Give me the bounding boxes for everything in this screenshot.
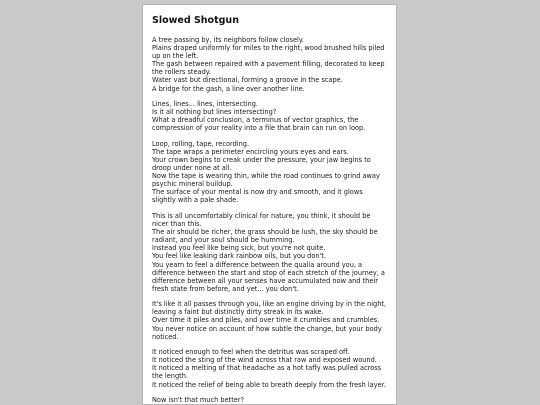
stanza bbox=[152, 300, 387, 340]
poem-line: You feel like leaking dark rainbow oils, but you don't. bbox=[152, 252, 327, 261]
stanza bbox=[152, 140, 387, 205]
poem-line: What a dreadful conclusion, a terminus of vector graphics, the compression of your reality into a file that brain can run on loop. bbox=[152, 116, 366, 133]
poem-line: It noticed the sting of the wind across that raw and exposed wound. bbox=[152, 356, 377, 365]
poem-line: The tape wraps a perimeter encircling yours eyes and ears. bbox=[152, 147, 349, 156]
poem-line: Your crown begins to creak under the pressure, your jaw begins to droop under none at all. bbox=[152, 156, 371, 173]
poem-line: Instead you feel like being sick, but you're not quite. bbox=[152, 244, 326, 253]
poem-line: Now isn't that much better? bbox=[152, 396, 245, 404]
poem-line: Lines, lines... lines, intersecting. bbox=[152, 100, 258, 109]
poem-line: The surface of your mental is now dry and smooth, and it glows slightly with a pale shade. bbox=[152, 188, 363, 205]
poem-line: Loop, rolling, tape, recording. bbox=[152, 139, 250, 148]
stanza bbox=[152, 348, 387, 388]
poem-line: You never notice on account of how subtle the change, but your body noticed. bbox=[152, 324, 382, 341]
poem-line: Over time it piles and piles, and over time it crumbles and crumbles. bbox=[152, 316, 380, 325]
stanza bbox=[152, 100, 387, 132]
poem-line: The air should be richer, the grass should be lush, the sky should be radiant, and your soul should be humming. bbox=[152, 228, 378, 245]
stanza bbox=[152, 36, 387, 93]
stanza bbox=[152, 396, 387, 404]
poem-line: You yearn to feel a difference between the qualia around you, a difference between the start and stop of each stretch of the journey, a difference between all your senses have accumulated now and their fresh state from before, and yet... you don't. bbox=[152, 260, 385, 293]
poem-line: It noticed enough to feel when the detritus was scraped off. bbox=[152, 348, 350, 357]
poem-line: The gash between repaired with a pavement filling, decorated to keep the rollers steady. bbox=[152, 60, 385, 77]
poem-title: Slowed Shotgun bbox=[152, 15, 239, 26]
poem-line: It's like it all passes through you, like an engine driving by in the night, leaving a faint but distinctly dirty streak in its wake. bbox=[152, 300, 387, 317]
poem-line: This is all uncomfortably clinical for nature, you think, it should be nicer than this. bbox=[152, 211, 371, 229]
stanza bbox=[152, 212, 387, 293]
poem-line: A bridge for the gash, a line over another line. bbox=[152, 84, 305, 93]
poem-line: Now the tape is wearing thin, while the road continues to grind away psychic mineral buildup. bbox=[152, 172, 380, 189]
poem-line: A tree passing by, its neighbors follow closely. bbox=[152, 36, 304, 44]
poem-line: Water vast but directional, forming a groove in the scape. bbox=[152, 76, 343, 85]
poem-line: Plains draped uniformly for miles to the right, wood brushed hills piled up on the left. bbox=[152, 44, 385, 61]
poem-line: It noticed the relief of being able to breath deeply from the fresh layer. bbox=[152, 380, 386, 389]
poem-line: It noticed a melting of that headache as a hot taffy was pulled across the length. bbox=[152, 364, 382, 381]
poem-line: Is it all nothing but lines intersecting? bbox=[152, 108, 277, 117]
poem-page bbox=[142, 4, 397, 405]
